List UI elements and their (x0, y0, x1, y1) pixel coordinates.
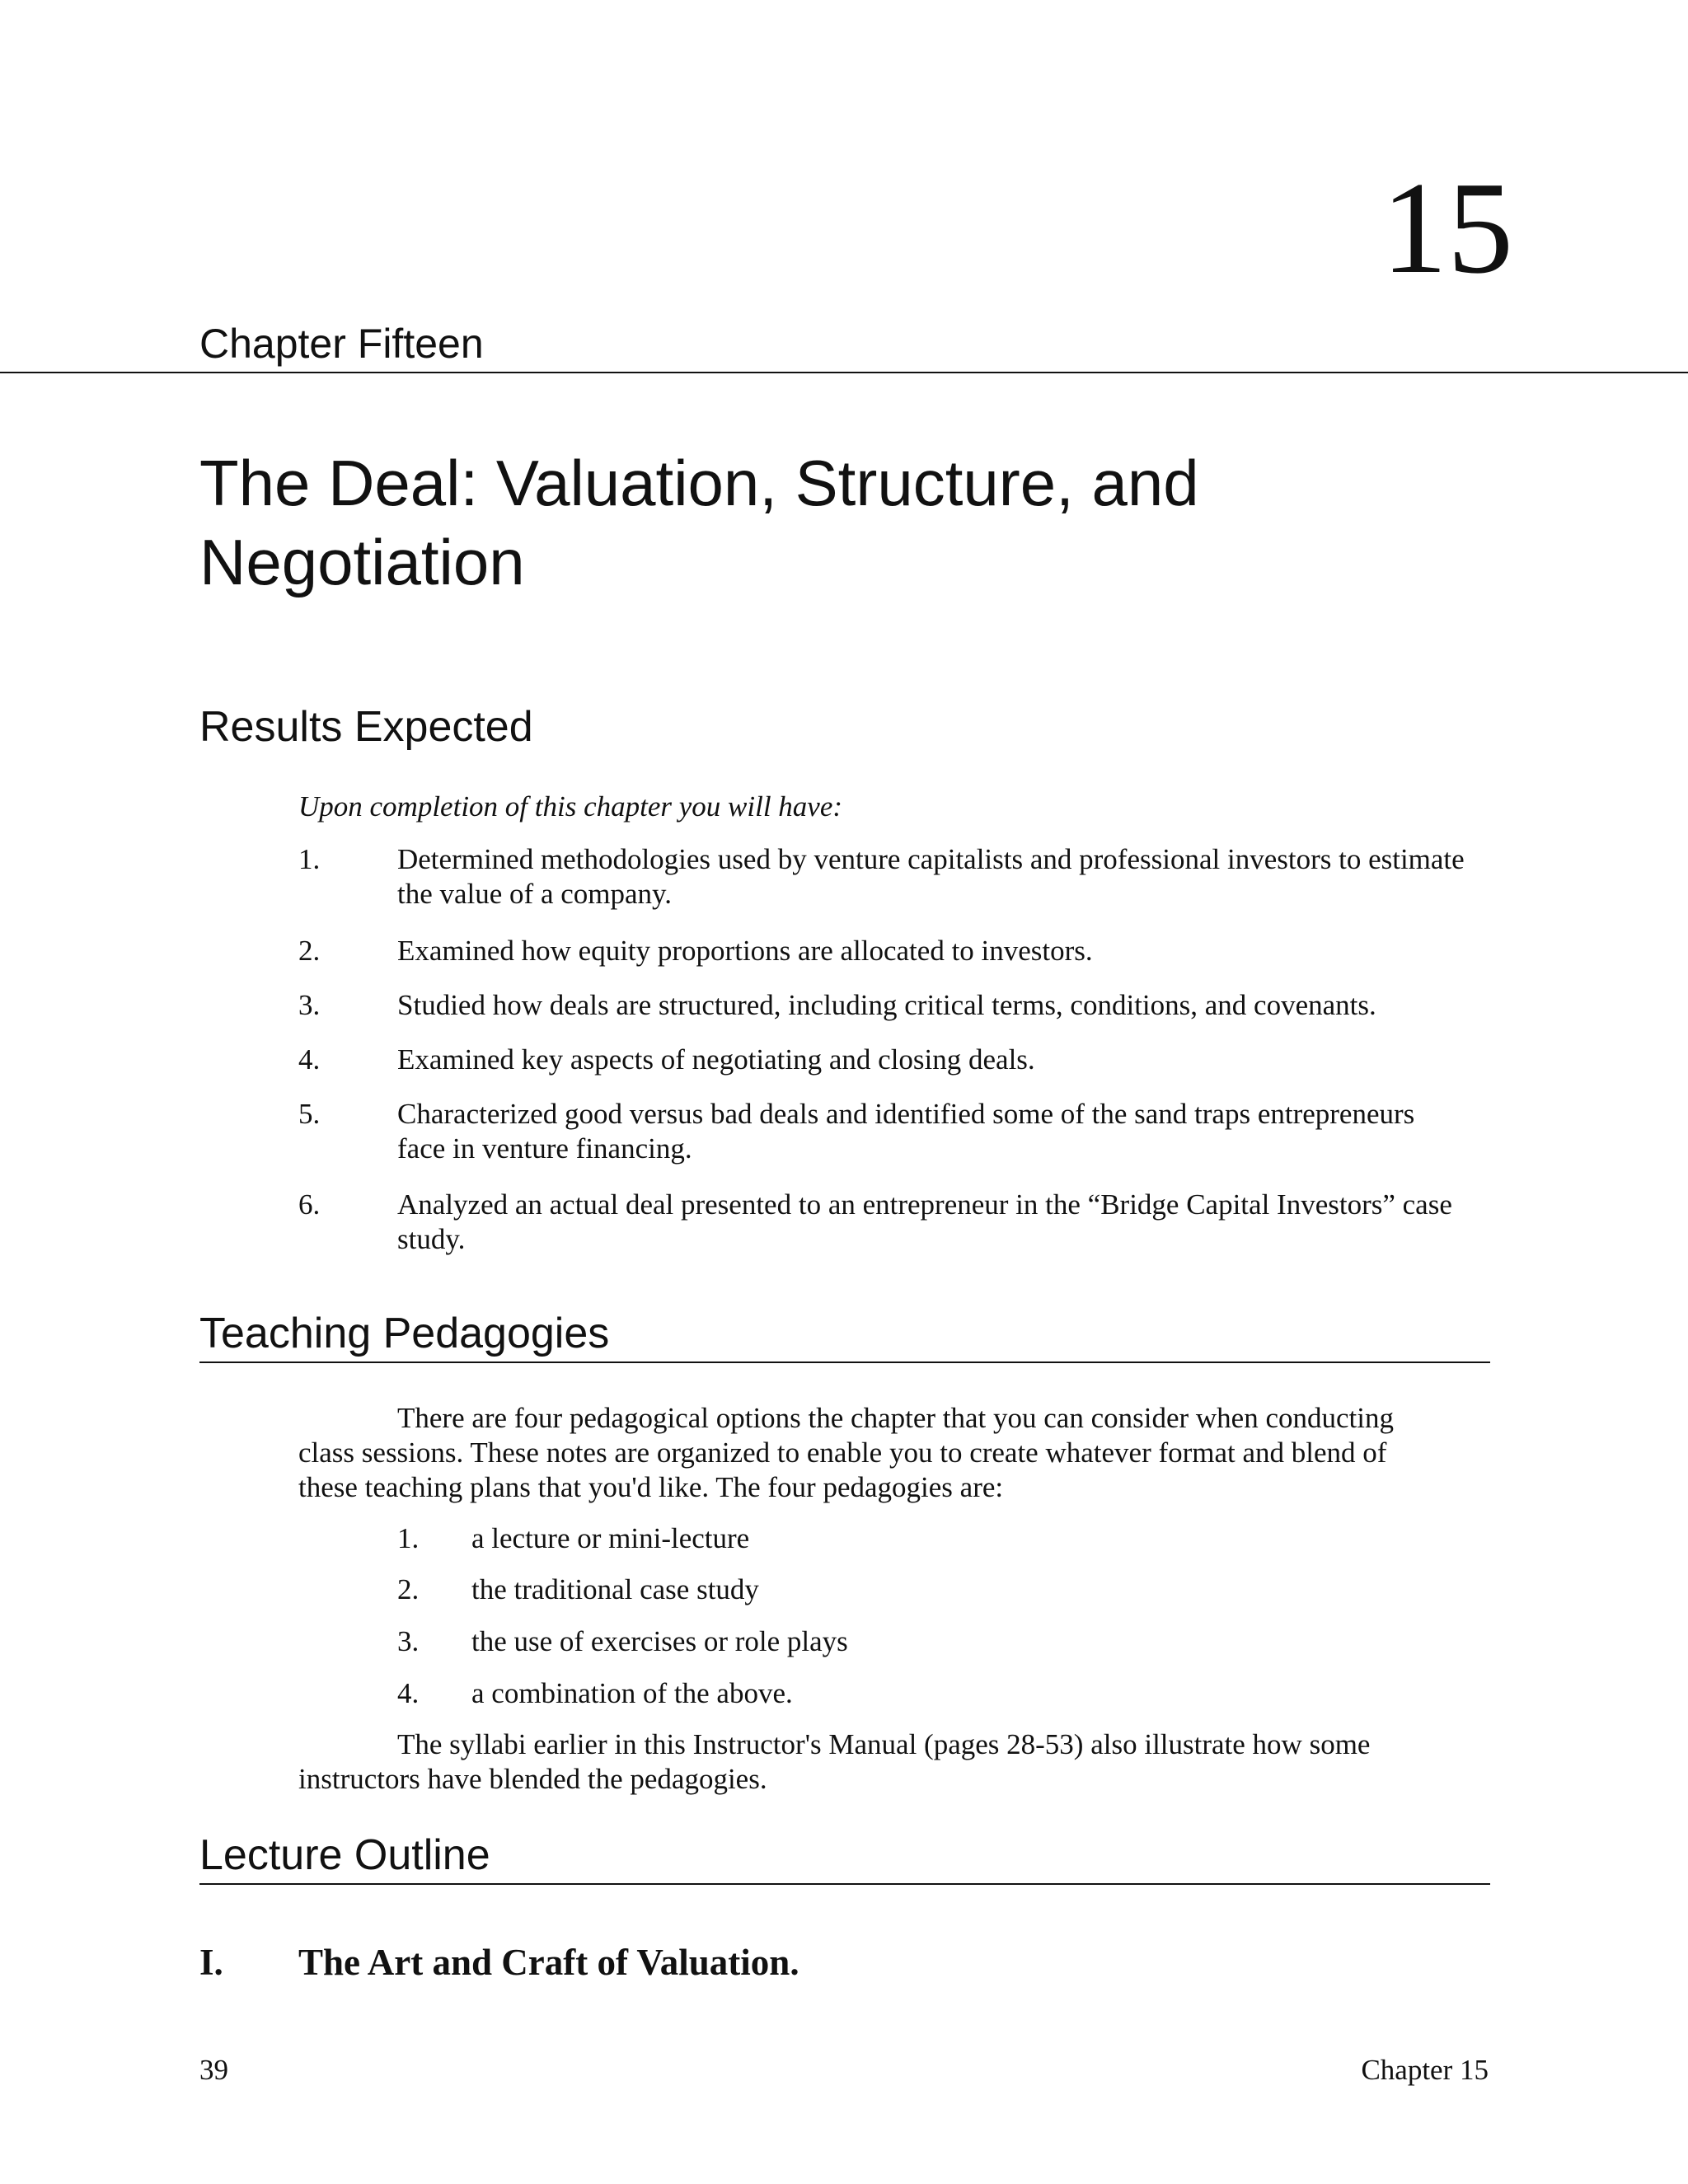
results-item (298, 988, 1469, 1023)
item-text: Determined methodologies used by venture capitalists and professional investors to estimate the value of a company. (397, 843, 1465, 910)
item-text: Examined how equity proportions are allocated to investors. (397, 935, 1093, 967)
item-text: Analyzed an actual deal presented to an entrepreneur in the “Bridge Capital Investors” case study. (397, 1188, 1452, 1255)
item-text: Characterized good versus bad deals and identified some of the sand traps entrepreneurs face in venture financing. (397, 1098, 1415, 1165)
results-item (298, 1043, 1469, 1077)
teaching-paragraph: The syllabi earlier in this Instructor's Manual (pages 28-53) also illustrate how some instructors have blended the pedagogies. (298, 1728, 1371, 1795)
item-text: the traditional case study (471, 1573, 759, 1605)
page-title: The Deal: Valuation, Structure, and Negotiation (199, 447, 1199, 598)
item-number: 5. (298, 1098, 321, 1130)
pedagogy-item (397, 1572, 1386, 1607)
chapter-label: Chapter Fifteen (199, 321, 484, 367)
item-text: a lecture or mini-lecture (471, 1522, 750, 1554)
pedagogy-item (397, 1624, 1386, 1659)
lecture-outline-heading: Lecture Outline (199, 1831, 490, 1879)
pedagogy-item (397, 1521, 1386, 1556)
item-text: Studied how deals are structured, including critical terms, conditions, and covenants. (397, 989, 1376, 1021)
item-text: a combination of the above. (471, 1677, 793, 1709)
footer-chapter-ref: Chapter 15 (1361, 2054, 1489, 2086)
section-divider (199, 1361, 1490, 1363)
results-intro: Upon completion of this chapter you will have: (298, 790, 843, 823)
item-number: 3. (298, 989, 321, 1021)
item-number: 2. (397, 1573, 420, 1605)
item-number: 6. (298, 1188, 321, 1221)
teaching-paragraph: There are four pedagogical options the chapter that you can consider when conducting class sessions. These notes are organized to enable you to create whatever format and blend of these teaching plans that you'd like. The four pedagogies are: (298, 1402, 1394, 1503)
item-number: 4. (298, 1043, 321, 1076)
item-number: 3. (397, 1625, 420, 1657)
item-number: 4. (397, 1677, 420, 1709)
section-divider (199, 1883, 1490, 1885)
item-number: 2. (298, 935, 321, 967)
results-item (298, 1188, 1469, 1257)
results-item (298, 1097, 1469, 1166)
item-text: the use of exercises or role plays (471, 1625, 848, 1657)
item-number: 1. (397, 1522, 420, 1554)
chapter-number: 15 (1381, 154, 1513, 301)
page-number: 39 (199, 2054, 228, 2086)
outline-text: The Art and Craft of Valuation. (298, 1942, 799, 1983)
teaching-pedagogies-heading: Teaching Pedagogies (199, 1310, 610, 1357)
results-item (298, 842, 1469, 912)
results-item (298, 934, 1469, 968)
item-number: 1. (298, 843, 321, 875)
outline-number: I. (199, 1942, 223, 1983)
pedagogy-item (397, 1676, 1386, 1711)
chapter-divider (0, 372, 1688, 373)
results-expected-heading: Results Expected (199, 703, 533, 751)
item-text: Examined key aspects of negotiating and closing deals. (397, 1043, 1035, 1076)
outline-item (199, 1940, 799, 1985)
